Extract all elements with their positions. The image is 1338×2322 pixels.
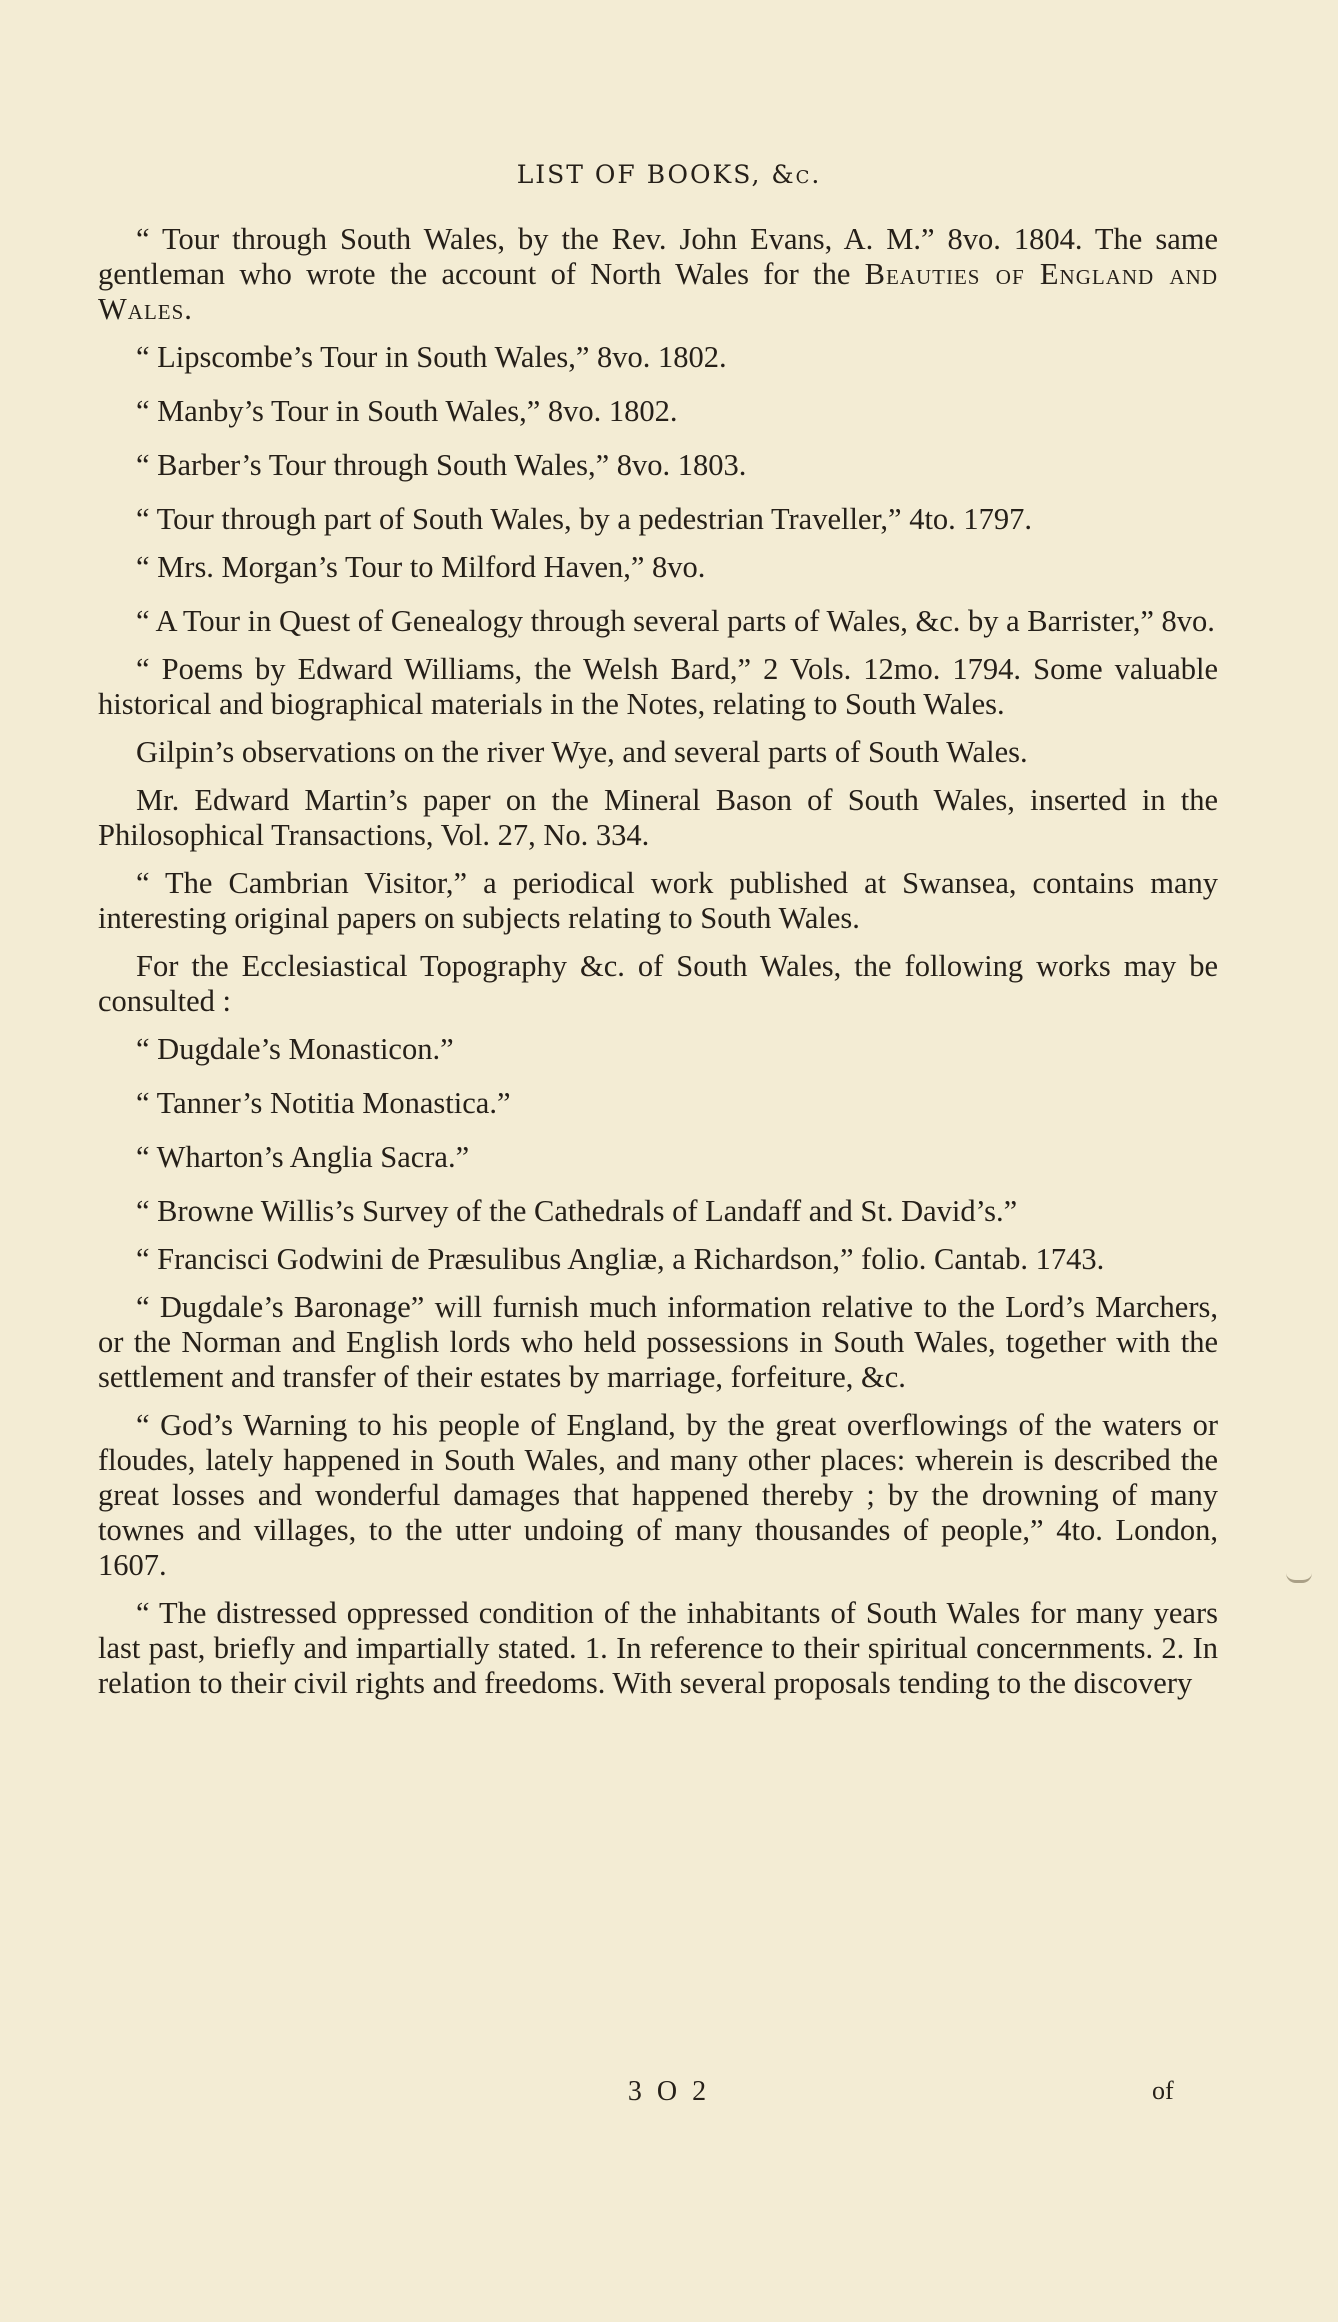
running-header: LIST OF BOOKS, &c. <box>516 160 822 189</box>
catchword: of <box>1152 2076 1174 2105</box>
margin-pencil-mark <box>1286 1572 1312 1583</box>
list-entry: “ God’s Warning to his people of England, by the great overflowings of the waters or floudes, lately happened in South Wales, and many other places: wherein is described the great losses and wonderful damages that happened thereby ; by the drowning of many townes and villages, to the utter undoing of many thousandes of people,” 4to. London, 1607. <box>98 1408 1218 1582</box>
list-entry: “ Francisci Godwini de Præsulibus Angliæ, a Richardson,” folio. Cantab. 1743. <box>136 1242 1105 1276</box>
book-list <box>98 222 1218 1714</box>
list-entry: “ Browne Willis’s Survey of the Cathedrals of Landaff and St. David’s.” <box>136 1194 1018 1228</box>
list-entry: “ Mrs. Morgan’s Tour to Milford Haven,” 8vo. <box>136 550 706 584</box>
entry-small-caps-title: Beauties of England and Wales <box>98 257 1218 326</box>
list-entry: For the Ecclesiastical Topography &c. of South Wales, the following works may be consulted : <box>98 949 1218 1018</box>
entry-text: “ Tour through South Wales, by the Rev. John Evans, A. M.” 8vo. 1804. The same gentleman who wrote the account of North Wales for the <box>98 222 1218 291</box>
list-entry: “ A Tour in Quest of Genealogy through several parts of Wales, &c. by a Barrister,” 8vo. <box>136 604 1215 638</box>
list-entry: “ Tanner’s Notitia Monastica.” <box>136 1086 511 1120</box>
list-entry: “ Tour through part of South Wales, by a pedestrian Traveller,” 4to. 1797. <box>136 502 1033 536</box>
entry-text-end: . <box>184 292 192 326</box>
list-entry: “ Dugdale’s Monasticon.” <box>136 1032 454 1066</box>
list-entry: “ Poems by Edward Williams, the Welsh Bard,” 2 Vols. 12mo. 1794. Some valuable historical and biographical materials in the Notes, relating to South Wales. <box>98 652 1218 721</box>
list-entry: “ The Cambrian Visitor,” a periodical work published at Swansea, contains many interesting original papers on subjects relating to South Wales. <box>98 866 1218 935</box>
list-entry: Gilpin’s observations on the river Wye, and several parts of South Wales. <box>136 735 1028 769</box>
signature-mark: 3 O 2 <box>627 2076 711 2107</box>
list-entry: “ Wharton’s Anglia Sacra.” <box>136 1140 470 1174</box>
list-entry: “ Dugdale’s Baronage” will furnish much information relative to the Lord’s Marchers, or the Norman and English lords who held possessions in South Wales, together with the settlement and transfer of their estates by marriage, forfeiture, &c. <box>98 1290 1218 1394</box>
list-entry <box>98 222 1218 327</box>
list-entry: “ Lipscombe’s Tour in South Wales,” 8vo. 1802. <box>136 340 727 374</box>
list-entry: “ The distressed oppressed condition of the inhabitants of South Wales for many years last past, briefly and impartially stated. 1. In reference to their spiritual concernments. 2. In relation to their civil rights and freedoms. With several proposals tending to the discovery <box>98 1596 1218 1700</box>
list-entry: “ Barber’s Tour through South Wales,” 8vo. 1803. <box>136 448 747 482</box>
list-entry: Mr. Edward Martin’s paper on the Mineral Bason of South Wales, inserted in the Philosophical Transactions, Vol. 27, No. 334. <box>98 783 1218 852</box>
list-entry: “ Manby’s Tour in South Wales,” 8vo. 1802. <box>136 394 678 428</box>
